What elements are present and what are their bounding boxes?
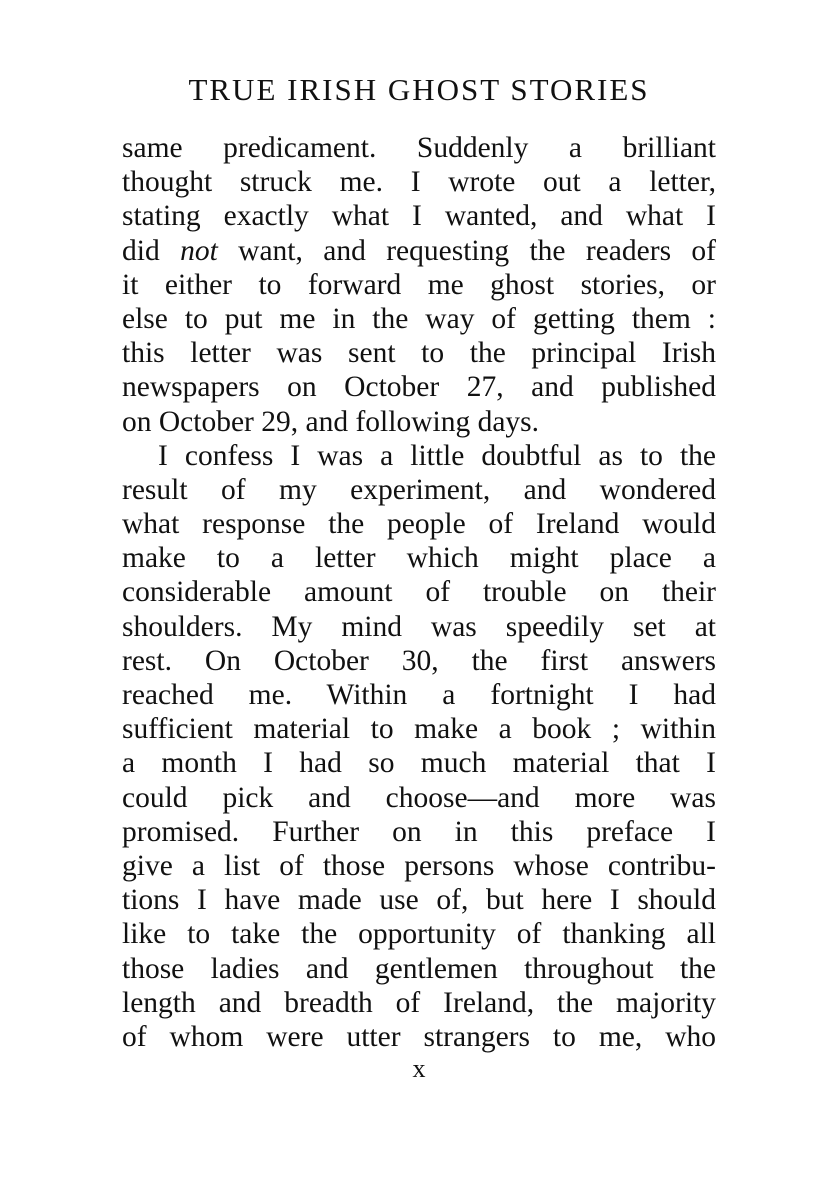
paragraph-1 xyxy=(122,131,716,439)
text-line: what response the people of Ireland would xyxy=(122,508,716,541)
paragraph-2 xyxy=(122,439,716,1054)
text-line: give a list of those persons whose contribu- xyxy=(122,849,716,882)
text-line: on October 29, and following days. xyxy=(122,405,540,438)
text-line: could pick and choose—and more was xyxy=(122,781,716,814)
text-line: newspapers on October 27, and published xyxy=(122,371,716,404)
text-line: tions I have made use of, but here I should xyxy=(122,884,716,917)
page-number: x xyxy=(412,1054,426,1083)
text-line: rest. On October 30, the first answers xyxy=(122,644,716,677)
text-fragment: want, and requesting the readers of xyxy=(217,234,716,267)
text-line: reached me. Within a fortnight I had xyxy=(122,679,716,711)
text-line: like to take the opportunity of thanking all xyxy=(122,918,716,951)
text-line: same predicament. Suddenly a brilliant xyxy=(122,132,716,164)
body-text xyxy=(122,131,716,1054)
text-line: make to a letter which might place a xyxy=(122,542,716,575)
text-line-with-italic xyxy=(122,234,716,268)
text-line: it either to forward me ghost stories, or xyxy=(122,268,716,301)
text-line: length and breadth of Ireland, the majority xyxy=(122,986,716,1019)
text-line: shoulders. My mind was speedily set at xyxy=(122,610,716,643)
text-line: I confess I was a little doubtful as to the xyxy=(158,439,716,472)
text-line: thought struck me. I wrote out a letter, xyxy=(122,166,716,199)
text-line: else to put me in the way of getting them : xyxy=(122,302,716,335)
text-line: sufficient material to make a book ; within xyxy=(122,713,716,746)
text-line: those ladies and gentlemen throughout the xyxy=(122,952,716,985)
text-line: promised. Further on in this preface I xyxy=(122,815,716,848)
italic-word: not xyxy=(180,234,218,267)
text-line: result of my experiment, and wondered xyxy=(122,473,716,506)
text-line: considerable amount of trouble on their xyxy=(122,576,716,609)
text-fragment: did xyxy=(122,234,181,267)
running-head: TRUE IRISH GHOST STORIES xyxy=(188,72,650,107)
text-line: of whom were utter strangers to me, who xyxy=(122,1020,716,1053)
text-line: stating exactly what I wanted, and what I xyxy=(122,200,716,233)
text-line: a month I had so much material that I xyxy=(122,747,716,780)
text-line: this letter was sent to the principal Irish xyxy=(122,337,716,370)
